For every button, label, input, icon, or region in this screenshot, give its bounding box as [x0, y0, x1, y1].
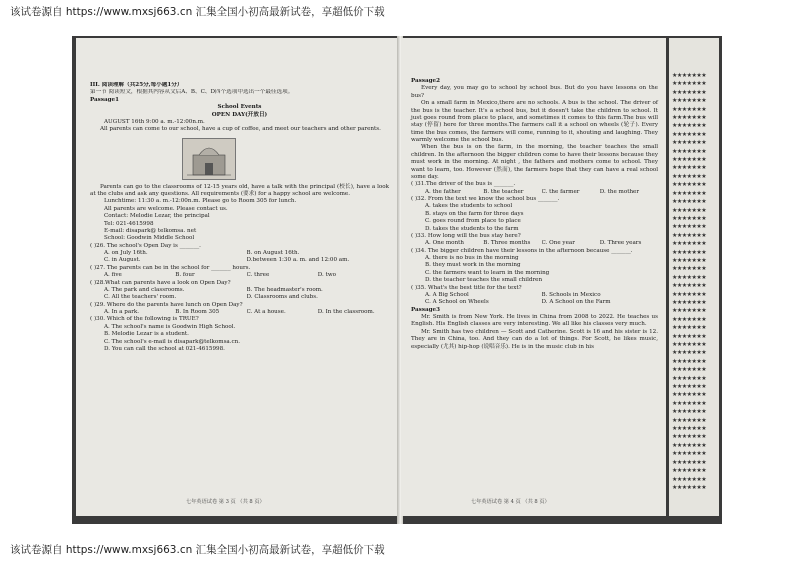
option-d: D. two: [317, 272, 336, 279]
star-row: ★★★★★★★: [672, 88, 707, 96]
welcome-info: All parents are welcome. Please contact us.: [104, 205, 228, 212]
star-row: ★★★★★★★: [672, 172, 707, 180]
passage2-label: Passage2: [411, 78, 440, 84]
star-row: ★★★★★★★: [672, 273, 707, 281]
star-row: ★★★★★★★: [672, 72, 707, 79]
star-row: ★★★★★★★: [672, 391, 707, 399]
option-d: D. the mother: [599, 188, 640, 195]
star-row: ★★★★★★★: [672, 366, 707, 374]
school-building-icon: [183, 139, 235, 179]
star-row: ★★★★★★★: [672, 147, 707, 155]
question-26-options: [90, 250, 389, 257]
right-page: [401, 38, 666, 516]
star-row: ★★★★★★★: [672, 206, 707, 214]
star-row: ★★★★★★★: [672, 265, 707, 273]
star-row: ★★★★★★★: [672, 139, 707, 147]
star-row: ★★★★★★★: [672, 181, 707, 189]
passage3-label: Passage3: [411, 306, 440, 313]
star-row: ★★★★★★★: [672, 256, 707, 264]
question-33: ( )33. How long will the bus stay here?: [411, 232, 521, 239]
star-row: ★★★★★★★: [672, 130, 707, 138]
passage1-paragraph-1: All parents can come to our school, have a cup of coffee, and meet our teachers and other parents.: [100, 126, 381, 133]
binding-margin: [669, 38, 719, 516]
tel-info: Tel: 021-4615998: [104, 220, 154, 227]
option-c: C. One year: [541, 240, 575, 247]
star-row: ★★★★★★★: [672, 475, 707, 483]
star-row: ★★★★★★★: [672, 80, 707, 88]
option-b: B. stays on the farm for three days: [425, 210, 524, 217]
section-instruction: 第一节 阅读短文，根据其内容从文后A、B、C、D四个选项中选出一个最佳选项。: [90, 89, 294, 96]
star-row: ★★★★★★★: [672, 164, 707, 172]
star-row: ★★★★★★★: [672, 105, 707, 113]
option-c: C. A School on Wheels: [425, 299, 489, 306]
star-row: ★★★★★★★: [672, 467, 707, 475]
option-b: B. Melodie Lezar is a student.: [104, 331, 189, 338]
question-35: ( )35. What's the best title for the text?: [411, 284, 522, 291]
passage3-paragraph-2: Mr. Smith has two children — Scott and Catherine. Scott is 16 and his sister is 12. They are in China, too. And they can do a lot of things. For Scott, he likes music, especially (尤其) hip-hop (说唱音乐). He is in the music club in his: [411, 328, 658, 350]
contact-info: Contact: Melodie Lezar, the principal: [104, 213, 210, 220]
star-row: ★★★★★★★: [672, 374, 707, 382]
passage3-paragraph-1: Mr. Smith is from New York. He lives in China from 2008 to 2022. He teaches us English. His English classes are very interesting. We all like his classes very much.: [411, 314, 658, 328]
option-a: A. takes the students to school: [425, 203, 513, 210]
option-d: D. In the classroom.: [317, 309, 375, 315]
question-26: ( )26. The school's Open Day is _______.: [90, 242, 201, 249]
star-row: ★★★★★★★: [672, 122, 707, 130]
question-35-options: [411, 292, 658, 299]
star-row: ★★★★★★★: [672, 450, 707, 458]
question-30: ( )30. Which of the following is TRUE?: [90, 316, 199, 323]
option-d: D. You can call the school at 021-4615998.: [104, 345, 225, 352]
option-a: A. the father: [425, 188, 461, 195]
star-row: ★★★★★★★: [672, 408, 707, 416]
passage2-intro: Every day, you may go to school by school bus. But do you have lessons on the bus?: [411, 85, 658, 99]
star-row: ★★★★★★★: [672, 248, 707, 256]
school-building-image: [182, 138, 236, 180]
option-d: D. Three years: [599, 240, 642, 247]
question-33-options: [411, 240, 658, 247]
option-c: C. three: [246, 272, 270, 279]
option-b: B. four: [175, 272, 195, 279]
question-34: ( )34. The bigger children have their lessons in the afternoon because _______.: [411, 247, 633, 254]
star-row: ★★★★★★★: [672, 223, 707, 231]
star-row: ★★★★★★★: [672, 240, 707, 248]
option-c: C. in August.: [104, 257, 141, 264]
event-date: AUGUST 16th 9:00 a. m.-12:00n.m.: [104, 118, 205, 125]
question-29-options: [90, 309, 389, 316]
option-a: A. One month: [425, 240, 464, 247]
option-a: A. there is no bus in the morning: [425, 255, 519, 261]
question-32: ( )32. From the text we know the school bus _______.: [411, 196, 560, 202]
question-29: ( )29. Where do the parents have lunch on Open Day?: [90, 301, 243, 308]
option-a: A. The school's name is Goodwin High School.: [104, 323, 236, 330]
school-events-title: School Events: [217, 104, 262, 111]
option-d: D. the teacher teaches the small children: [425, 277, 543, 284]
option-b: B. on August 16th.: [246, 250, 300, 256]
star-row: ★★★★★★★: [672, 214, 707, 222]
question-31: ( )31.The driver of the bus is _______.: [411, 181, 516, 188]
option-a: A. In a park.: [104, 309, 140, 315]
question-35-options-2: [411, 299, 658, 306]
star-row: ★★★★★★★: [672, 231, 707, 239]
option-c: C. goes round from place to place: [425, 218, 521, 225]
passage1-label: Passage1: [90, 96, 119, 103]
question-28: ( )28.What can parents have a look on Open Day?: [90, 279, 231, 286]
star-row: ★★★★★★★: [672, 156, 707, 164]
star-row: ★★★★★★★: [672, 433, 707, 441]
question-31-options: [411, 189, 658, 196]
option-d: D. takes the students to the farm: [425, 225, 519, 232]
section-title: III. 阅读理解（共25分,每小题1分）: [90, 82, 183, 88]
star-row: ★★★★★★★: [672, 458, 707, 466]
passage2-paragraph-2: When the bus is on the farm, in the morning, the teacher teaches the small children. In the afternoon the bigger children come to have their lessons because they must work in the morning. At night , the fathers and mothers come to school. They want to learn, too. However (然而), the farmers hope that they can have a real school some day.: [411, 144, 658, 180]
option-c: C. The school's e-mail is disapark@telkomsa.cn.: [104, 338, 241, 345]
star-row: ★★★★★★★: [672, 114, 707, 122]
star-row: ★★★★★★★: [672, 315, 707, 323]
star-row: ★★★★★★★: [672, 416, 707, 424]
question-28-options: [90, 287, 389, 294]
lunch-info: Lunchtime: 11:30 a. m.-12:00n.m. Please go to Room 305 for lunch.: [104, 198, 297, 205]
star-row: ★★★★★★★: [672, 341, 707, 348]
option-d: D.between 1:30 a. m. and 12:00 am.: [246, 257, 350, 264]
star-row: ★★★★★★★: [672, 383, 707, 391]
option-a: A. A Big School: [425, 291, 469, 298]
option-b: B. the teacher: [483, 188, 524, 195]
left-page: [76, 38, 399, 516]
right-page-footer: 七年英语试卷 第 4 页 （共 8 页）: [471, 499, 550, 506]
question-27-options: [90, 272, 389, 279]
option-d: D. Classrooms and clubs.: [246, 294, 318, 301]
star-row: ★★★★★★★: [672, 198, 707, 206]
option-a: A. The park and classrooms.: [104, 286, 185, 293]
question-27: ( )27. The parents can be in the school for _______ hours.: [90, 264, 251, 271]
star-row: ★★★★★★★: [672, 483, 707, 491]
star-row: ★★★★★★★: [672, 298, 707, 306]
option-b: B. Three months: [483, 240, 531, 247]
star-row: ★★★★★★★: [672, 332, 707, 340]
star-row: ★★★★★★★: [672, 357, 707, 365]
star-row: ★★★★★★★: [672, 441, 707, 449]
option-b: B. they must work in the morning: [425, 262, 521, 269]
passage1-paragraph-2: Parents can go to the classrooms of 12-15 years old, have a talk with the principal (校长), have a look at the clubs and ask any questions. All requirements (要求) for a happy school are welcome.: [90, 183, 389, 197]
left-page-footer: 七年英语试卷 第 3 页 （共 8 页）: [186, 499, 265, 506]
option-a: A. on July 16th.: [104, 250, 148, 256]
option-d: D. A School on the Farm: [541, 299, 611, 306]
star-row: ★★★★★★★: [672, 307, 707, 315]
open-day-title: OPEN DAY(开放日): [211, 111, 268, 118]
star-row: ★★★★★★★: [672, 425, 707, 433]
question-28-options-2: [90, 294, 389, 301]
option-b: B. The headmaster's room.: [246, 286, 323, 293]
passage2-paragraph-1: On a small farm in Mexico,there are no schools. A bus is the school. The driver of the bus is the teacher. It's a school bus, but it doesn't take the children to school. It just goes round from place to place, and sometimes it comes to this farm.The bus will stay (停留) here for three months.The farmers call it a school on wheels (轮子). Every time the bus comes, the farmers will come, running to it, shouting and laughing. They warmly welcome the school bus.: [411, 100, 658, 143]
option-b: B. In Room 305: [175, 309, 220, 315]
top-banner: 该试卷源自 https://www.mxsj663.cn 汇集全国小初高最新试卷，享超低价下载: [10, 6, 385, 18]
option-c: C. At a house.: [246, 309, 286, 315]
star-row: ★★★★★★★: [672, 349, 707, 357]
option-c: C. the farmers want to learn in the morning: [425, 269, 550, 276]
bottom-banner: 该试卷源自 https://www.mxsj663.cn 汇集全国小初高最新试卷，享超低价下载: [10, 544, 385, 556]
school-info: School: Goodwin Middle School: [104, 235, 195, 242]
star-row: ★★★★★★★: [672, 324, 707, 332]
star-row: ★★★★★★★: [672, 399, 707, 407]
star-row: ★★★★★★★: [672, 97, 707, 105]
option-c: C. the farmer: [541, 188, 580, 195]
exam-photo: [72, 36, 722, 524]
star-row: ★★★★★★★: [672, 282, 707, 290]
star-row: ★★★★★★★: [672, 290, 707, 298]
star-row: ★★★★★★★: [672, 189, 707, 197]
email-info: E-mail: disapark@ telkomsa. net: [104, 227, 197, 234]
option-c: C. All the teachers' room.: [104, 294, 177, 301]
option-a: A. five: [104, 272, 122, 279]
option-b: B. Schools in Mexico: [541, 291, 601, 298]
question-26-options-2: [90, 257, 389, 264]
